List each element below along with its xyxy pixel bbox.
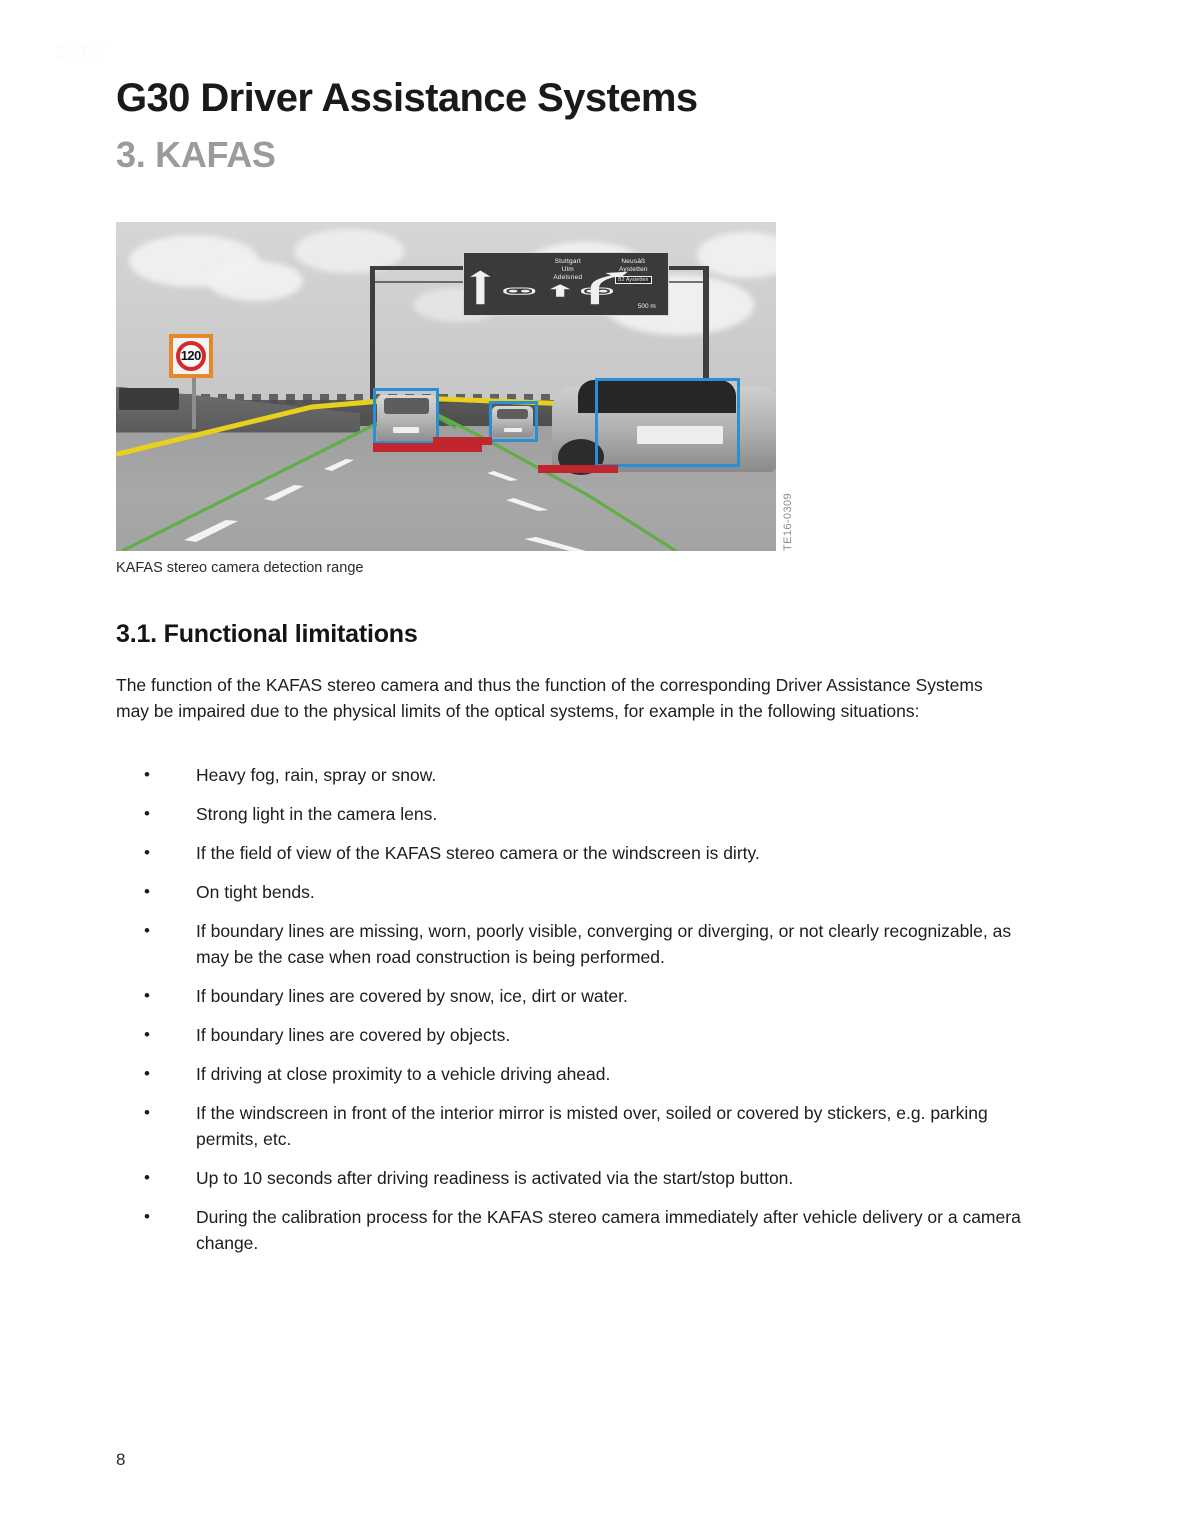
functional-limitations-list xyxy=(140,762,1030,1269)
list-item xyxy=(140,1100,1030,1152)
sign-destination: Neusäß xyxy=(621,257,646,265)
sign-destination: Stuttgart xyxy=(554,257,582,265)
list-item-text: Strong light in the camera lens. xyxy=(196,804,438,824)
list-item-text: Heavy fog, rain, spray or snow. xyxy=(196,765,437,785)
distance-bar-vehicle-3 xyxy=(538,465,617,473)
speed-limit-value: 120 xyxy=(176,341,206,371)
list-item xyxy=(140,762,1030,788)
bullet-marker-icon: • xyxy=(144,882,150,901)
bullet-marker-icon: • xyxy=(144,765,150,784)
list-item-text: If boundary lines are missing, worn, poorly visible, converging or diverging, or not clearly recognizable, as may be the case when road construction is being performed. xyxy=(196,921,1012,967)
figure-kafas-detection xyxy=(116,222,794,551)
bullet-marker-icon: • xyxy=(144,1103,150,1122)
sign-exit-badge: B2 Aystetten xyxy=(615,276,651,284)
sign-destination: Aystetten xyxy=(618,265,648,273)
page-subtitle: 3. KAFAS xyxy=(116,134,276,175)
list-item-text: On tight bends. xyxy=(196,882,315,902)
bullet-marker-icon: • xyxy=(144,1168,150,1187)
list-item-text: If driving at close proximity to a vehicle driving ahead. xyxy=(196,1064,611,1084)
detection-box-vehicle-2 xyxy=(489,401,538,442)
figure-photo xyxy=(116,222,776,551)
list-item-text: If the windscreen in front of the interior mirror is misted over, soiled or covered by stickers, e.g. parking permits, etc. xyxy=(196,1103,988,1149)
bullet-marker-icon: • xyxy=(144,804,150,823)
bullet-marker-icon: • xyxy=(144,986,150,1005)
list-item-text: If the field of view of the KAFAS stereo camera or the windscreen is dirty. xyxy=(196,843,760,863)
figure-caption: KAFAS stereo camera detection range xyxy=(116,560,364,576)
list-item xyxy=(140,840,1030,866)
bullet-marker-icon: • xyxy=(144,1025,150,1044)
list-item xyxy=(140,1204,1030,1256)
list-item xyxy=(140,1022,1030,1048)
list-item xyxy=(140,1061,1030,1087)
figure-image-code: TE16-0309 xyxy=(782,492,794,551)
bullet-marker-icon: • xyxy=(144,843,150,862)
watermark-logo: BMW xyxy=(56,42,105,63)
bullet-marker-icon: • xyxy=(144,1064,150,1083)
section-heading: 3.1. Functional limitations xyxy=(116,620,418,648)
bullet-marker-icon: • xyxy=(144,1207,150,1226)
list-item xyxy=(140,983,1030,1009)
section-intro-paragraph: The function of the KAFAS stereo camera and thus the function of the corresponding Driver Assistance Systems may be impaired due to the physical limits of the optical systems, for example in the following situations: xyxy=(116,675,983,721)
list-item-text: If boundary lines are covered by objects. xyxy=(196,1025,511,1045)
list-item xyxy=(140,801,1030,827)
sign-destination: Adelsried xyxy=(553,273,583,281)
sign-destination: Ulm xyxy=(561,265,574,273)
distance-bar-vehicle-2 xyxy=(433,437,492,444)
page-number: 8 xyxy=(116,1450,126,1469)
detection-box-vehicle-3 xyxy=(595,378,740,467)
page-title: G30 Driver Assistance Systems xyxy=(116,76,698,120)
detection-box-vehicle-1 xyxy=(373,388,439,444)
list-item xyxy=(140,918,1030,970)
list-item-text: Up to 10 seconds after driving readiness is activated via the start/stop button. xyxy=(196,1168,794,1188)
sign-distance: 500 m xyxy=(637,302,656,310)
list-item-text: During the calibration process for the KAFAS stereo camera immediately after vehicle delivery or a camera change. xyxy=(196,1207,1021,1253)
bullet-marker-icon: • xyxy=(144,921,150,940)
list-item-text: If boundary lines are covered by snow, ice, dirt or water. xyxy=(196,986,628,1006)
list-item xyxy=(140,879,1030,905)
list-item xyxy=(140,1165,1030,1191)
